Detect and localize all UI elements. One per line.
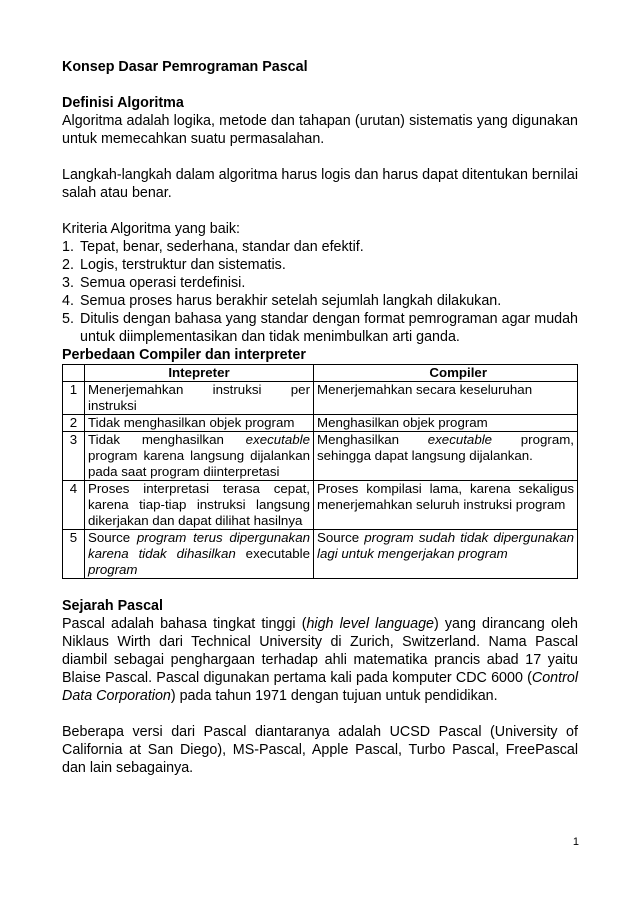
italic-text: program sudah tidak dipergunakan lagi untuk mengerjakan program [317, 530, 574, 561]
list-item: 2. Logis, terstruktur dan sistematis. [62, 257, 286, 273]
italic-text: high level language [306, 616, 435, 632]
text-run: Source [317, 530, 360, 545]
text-run: Menerjemahkan secara keseluruhan [317, 382, 533, 397]
text-run: Pascal adalah bahasa tingkat tinggi ( [62, 616, 307, 632]
list-item: 3. Semua operasi terdefinisi. [62, 275, 246, 291]
table-row [63, 415, 578, 432]
document-title: Konsep Dasar Pemrograman Pascal [62, 59, 308, 75]
interpreter-cell [85, 382, 314, 415]
compiler-cell [314, 481, 578, 530]
document-page [62, 58, 578, 777]
paragraph [62, 615, 578, 705]
text-run: Menghasilkan objek program [317, 415, 488, 430]
list-item: 1. Tepat, benar, sederhana, standar dan efektif. [62, 239, 364, 255]
interpreter-cell [85, 415, 314, 432]
row-number: 4 [63, 481, 85, 530]
compiler-cell [314, 415, 578, 432]
compiler-cell [314, 530, 578, 579]
text-run: Menerjemahkan instruksi per instruksi [88, 382, 310, 413]
text-run: Proses interpretasi terasa cepat, karena tiap-tiap instruksi langsung dikerjakan dan dapat dilihat hasilnya [88, 481, 310, 528]
row-number: 5 [63, 530, 85, 579]
list-item: 4. Semua proses harus berakhir setelah sejumlah langkah dilakukan. [62, 293, 502, 309]
table-row [63, 432, 578, 481]
column-header-intepreter: Intepreter [85, 365, 314, 382]
criteria-list [62, 238, 578, 346]
italic-text: executable [245, 432, 310, 447]
interpreter-cell [85, 481, 314, 530]
italic-text: Control Data Corporation [62, 670, 578, 704]
italic-text: program terus dipergunakan karena tidak dihasilkan [88, 530, 310, 561]
criteria-intro: Kriteria Algoritma yang baik: [62, 221, 240, 237]
page-number: 1 [572, 836, 579, 848]
comparison-table [62, 364, 578, 579]
text-run: Proses kompilasi lama, karena sekaligus menerjemahkan seluruh instruksi program [317, 481, 574, 512]
text-run: Menghasilkan [317, 432, 428, 447]
text-run: ) yang dirancang oleh Niklaus Wirth dari Technical University di Zurich, Switzerland. Nama Pascal diambil sebagai penghargaan terhadap ahli matematika prancis abad 17 yaitu Blaise Pascal. Pascal digunakan pertama kali pada komputer CDC 6000 ( [62, 616, 578, 686]
column-header-compiler: Compiler [314, 365, 578, 382]
text-run: executable [245, 546, 310, 561]
row-number: 2 [63, 415, 85, 432]
text-run: program, sehingga dapat langsung dijalankan. [317, 432, 574, 463]
section-heading-sejarah: Sejarah Pascal [62, 598, 163, 614]
italic-text: program [88, 562, 138, 577]
section-heading-algoritma: Definisi Algoritma [62, 95, 184, 111]
compiler-cell [314, 382, 578, 415]
table-row [63, 530, 578, 579]
paragraph: Algoritma adalah logika, metode dan tahapan (urutan) sistematis yang digunakan untuk memecahkan suatu permasalahan. [62, 113, 578, 147]
italic-text: executable [427, 432, 493, 447]
paragraph: Beberapa versi dari Pascal diantaranya adalah UCSD Pascal (University of California at San Diego), MS-Pascal, Apple Pascal, Turbo Pascal, FreePascal dan lain sebagainya. [62, 724, 578, 776]
table-row [63, 481, 578, 530]
text-run: Tidak menghasilkan [88, 432, 246, 447]
section-heading-compiler: Perbedaan Compiler dan interpreter [62, 347, 306, 363]
row-number: 1 [63, 382, 85, 415]
row-number: 3 [63, 432, 85, 481]
list-item: 5. Ditulis dengan bahasa yang standar dengan format pemrograman agar mudah untuk diimplementasikan dan tidak menimbulkan arti ganda. [62, 311, 578, 345]
text-run: Source [88, 530, 131, 545]
paragraph: Langkah-langkah dalam algoritma harus logis dan harus dapat ditentukan bernilai salah atau benar. [62, 167, 578, 201]
text-run: ) pada tahun 1971 dengan tujuan untuk pendidikan. [170, 688, 498, 704]
interpreter-cell [85, 432, 314, 481]
text-run: program karena langsung dijalankan pada saat program diinterpretasi [88, 448, 310, 479]
table-header-row [63, 365, 578, 382]
interpreter-cell [85, 530, 314, 579]
table-row [63, 382, 578, 415]
text-run: Tidak menghasilkan objek program [88, 415, 295, 430]
compiler-cell [314, 432, 578, 481]
